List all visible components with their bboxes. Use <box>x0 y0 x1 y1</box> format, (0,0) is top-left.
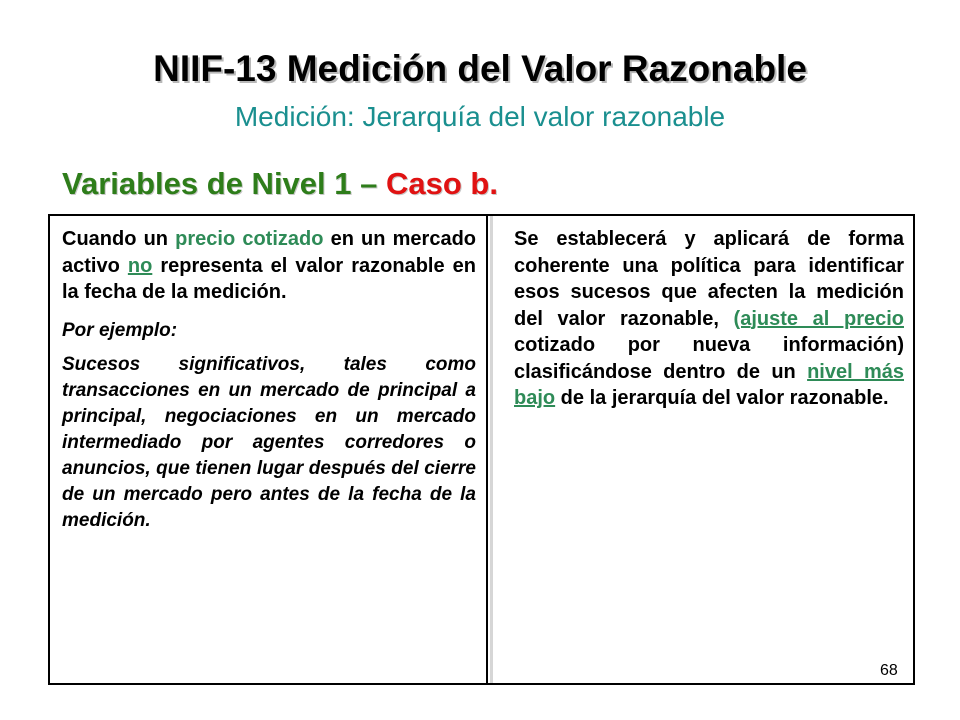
left-text-3: representa el valor razonable en la fecha de la medición. <box>62 254 476 303</box>
slide-title: NIIF-13 Medición del Valor Razonable <box>153 48 807 89</box>
section-heading <box>62 166 498 202</box>
highlight-no: no <box>127 254 153 277</box>
slide-subtitle: Medición: Jerarquía del valor razonable <box>234 101 726 132</box>
section-heading-prefix: Variables de Nivel 1 – <box>62 166 386 201</box>
right-text-3: de la jerarquía del valor razonable. <box>555 387 889 409</box>
left-main-paragraph <box>62 226 476 306</box>
page-number: 68 <box>880 662 898 679</box>
example-text: Sucesos significativos, tales como transacciones en un mercado de principal a principal, negociaciones en un mercado intermediado por agentes corredores o anuncios, que tienen lugar después del cierre de un mercado pero antes de la fecha de la medición. <box>62 353 476 531</box>
highlight-nivel-mas-bajo: nivel más bajo <box>514 360 904 409</box>
example-label: Por ejemplo: <box>62 319 178 341</box>
right-text-2: cotizado por nueva información) clasificándose dentro de un <box>514 334 904 383</box>
right-text-1: Se establecerá y aplicará de forma coherente una política para identificar esos sucesos que afecten la medición del valor razonable, <box>514 228 904 330</box>
highlight-precio-cotizado: precio cotizado <box>175 228 324 250</box>
left-column <box>50 216 488 683</box>
left-text-2: en un mercado activo <box>62 228 477 277</box>
left-text-1: Cuando un <box>62 228 176 250</box>
right-paragraph <box>514 226 904 412</box>
highlight-ajuste-al-precio: (ajuste al precio <box>733 307 904 330</box>
content-table <box>48 214 915 685</box>
section-heading-case: Caso b. <box>385 166 498 201</box>
right-column <box>488 216 913 683</box>
